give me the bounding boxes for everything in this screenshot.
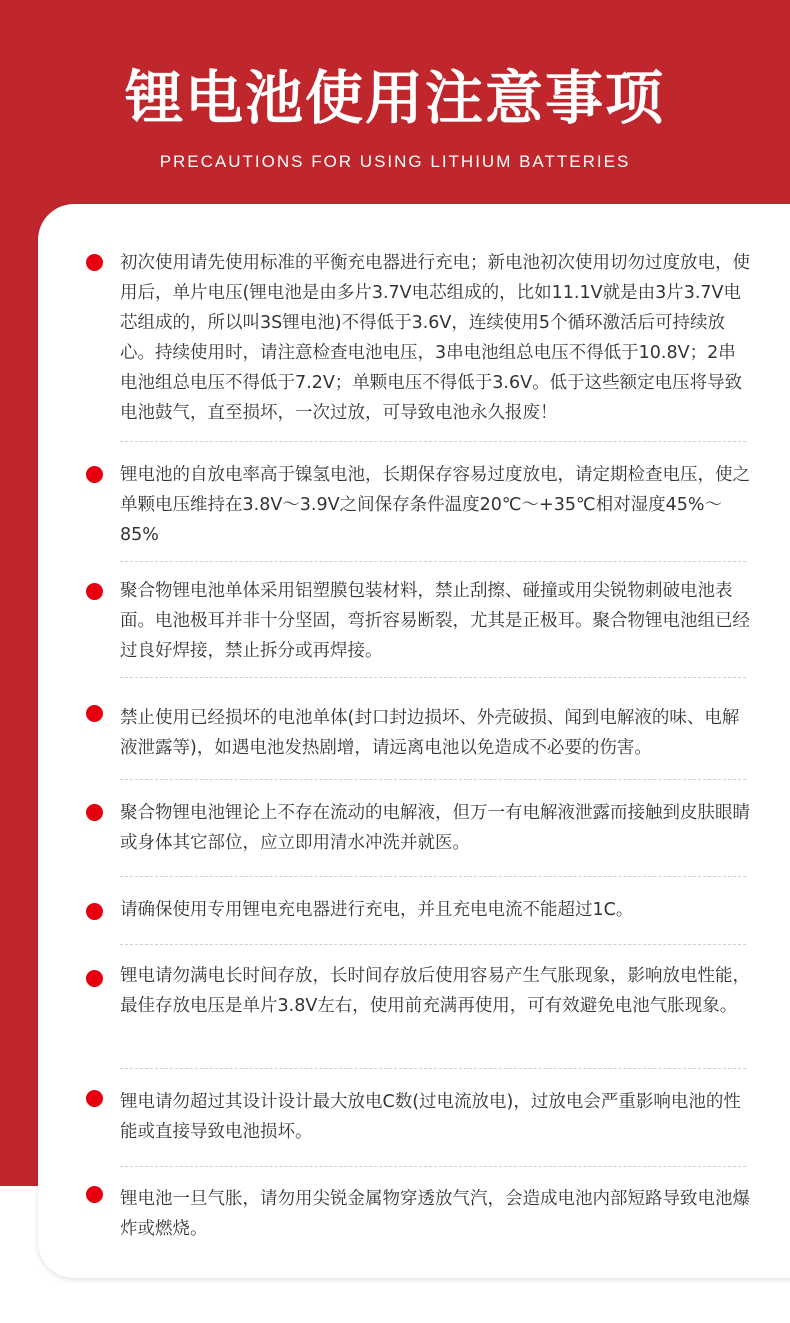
list-item-text: 锂电请勿超过其设计设计最大放电C数(过电流放电)，过放电会严重影响电池的性能或直接导致电池损坏。 — [120, 1092, 741, 1142]
list-item-text: 初次使用请先使用标准的平衡充电器进行充电；新电池初次使用切勿过度放电，使用后，单片电压(锂电池是由多片3.7V电芯组成的，比如11.1V就是由3片3.7V电芯组成的，所以叫3S锂电池)不得低于3.6V，连续使用5个循环激活后可持续放心。持续使用时，请注意检查电池电压，3串电池组总电压不得低于10.8V；2串电池组总电压不得低于7.2V；单颗电压不得低于3.6V。低于这些额定电压将导致电池鼓气，直至损坏，一次过放，可导致电池永久报废！ — [120, 253, 750, 423]
bullet-dot-icon — [86, 254, 103, 271]
bullet-dot-icon — [86, 1186, 103, 1203]
list-item-text: 聚合物锂电池单体采用铝塑膜包装材料，禁止刮擦、碰撞或用尖锐物刺破电池表面。电池极耳并非十分坚固，弯折容易断裂，尤其是正极耳。聚合物锂电池组已经过良好焊接，禁止拆分或再焊接。 — [120, 581, 750, 661]
list-item-text: 禁止使用已经损坏的电池单体(封口封边损坏、外壳破损、闻到电解液的味、电解液泄露等)，如遇电池发热剧增，请远离电池以免造成不必要的伤害。 — [120, 708, 740, 758]
divider — [120, 561, 746, 562]
divider — [120, 779, 746, 780]
bullet-dot-icon — [86, 1090, 103, 1107]
bullet-dot-icon — [86, 583, 103, 600]
divider — [120, 1166, 746, 1167]
divider — [120, 944, 746, 945]
list-item-text: 锂电池一旦气胀，请勿用尖锐金属物穿透放气汽，会造成电池内部短路导致电池爆炸或燃烧。 — [120, 1189, 750, 1239]
divider — [120, 677, 746, 678]
list-item-text: 聚合物锂电池锂论上不存在流动的电解液，但万一有电解液泄露而接触到皮肤眼睛或身体其它部位，应立即用清水冲洗并就医。 — [120, 803, 750, 853]
bullet-dot-icon — [86, 903, 103, 920]
page-subtitle: PRECAUTIONS FOR USING LITHIUM BATTERIES — [159, 152, 631, 171]
bullet-dot-icon — [86, 804, 103, 821]
list-item-text: 锂电请勿满电长时间存放，长时间存放后使用容易产生气胀现象，影响放电性能，最佳存放电压是单片3.8V左右，使用前充满再使用，可有效避免电池气胀现象。 — [120, 966, 750, 1016]
divider — [120, 1068, 746, 1069]
divider — [120, 441, 746, 442]
bullet-dot-icon — [86, 970, 103, 987]
bullet-dot-icon — [86, 466, 103, 483]
list-item-text: 锂电池的自放电率高于镍氢电池，长期保存容易过度放电，请定期检查电压，使之单颗电压维持在3.8V～3.9V之间保存条件温度20℃～+35℃相对湿度45%～85% — [120, 465, 750, 545]
bullet-dot-icon — [86, 705, 103, 722]
page-title: 锂电池使用注意事项 — [124, 64, 665, 132]
list-item-text: 请确保使用专用锂电充电器进行充电，并且充电电流不能超过1C。 — [120, 900, 634, 920]
divider — [120, 876, 746, 877]
